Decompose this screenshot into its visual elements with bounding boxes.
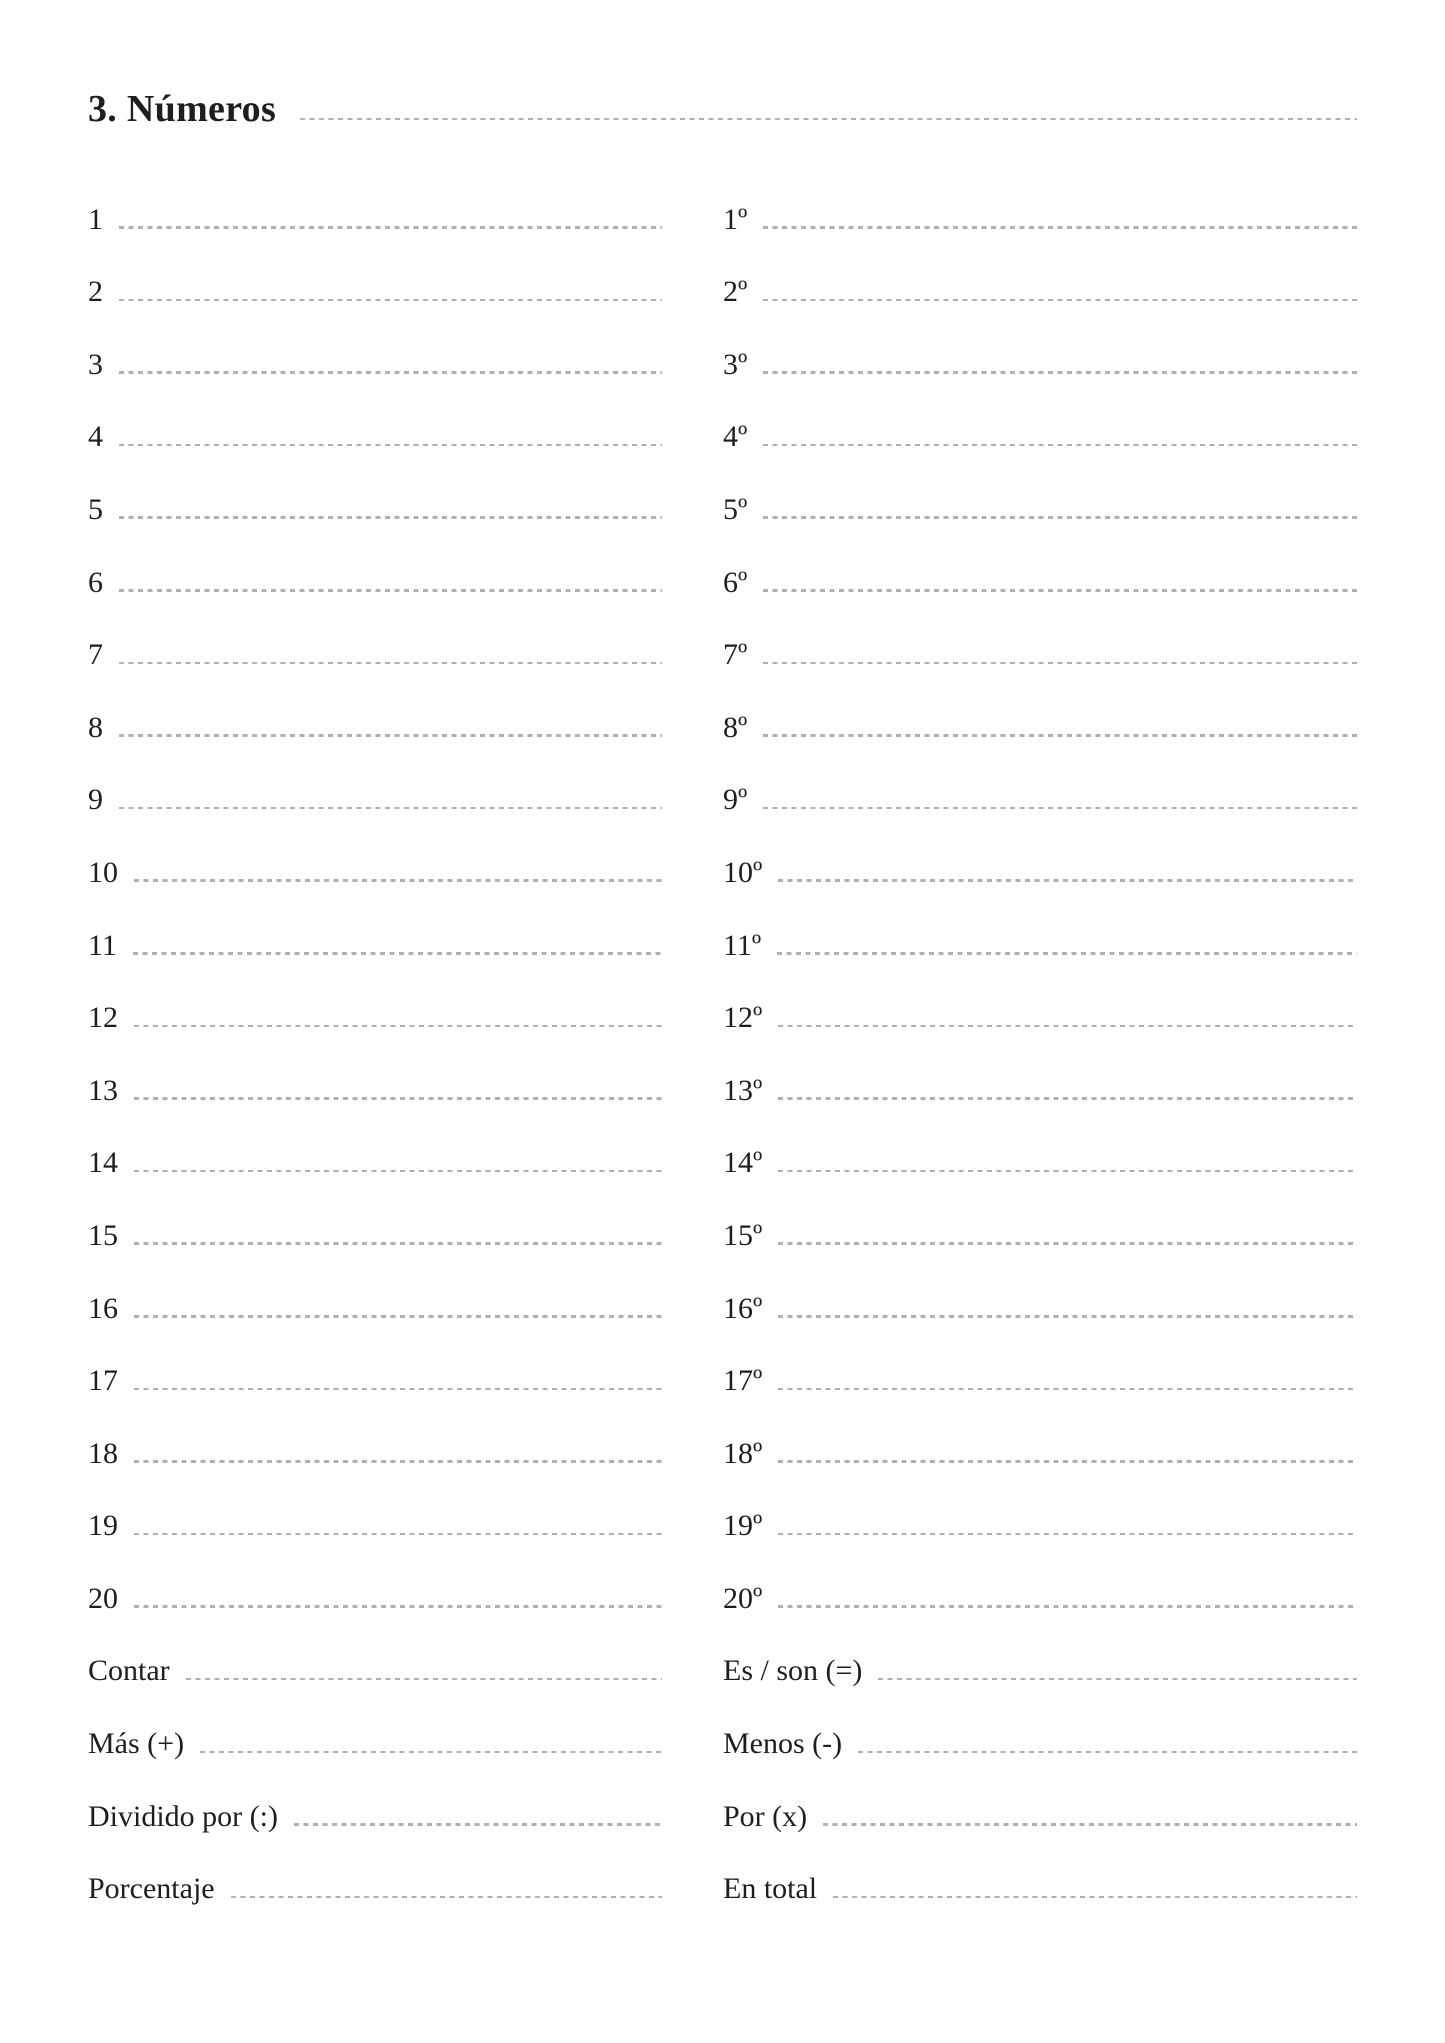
entry-label: 3: [88, 347, 103, 381]
entry-label: 14: [88, 1146, 118, 1180]
list-item: [88, 1617, 662, 1690]
entry-write-line: [119, 589, 662, 592]
list-item: [723, 1617, 1357, 1690]
entry-write-line: [134, 1242, 662, 1245]
list-item: [723, 238, 1357, 311]
entry-label: Es / son (=): [723, 1654, 863, 1688]
entry-write-line: [294, 1823, 662, 1826]
entry-label: 1: [88, 202, 103, 236]
list-item: [723, 673, 1357, 746]
entry-write-line: [186, 1678, 662, 1681]
entry-write-line: [763, 299, 1357, 302]
list-item: [88, 1689, 662, 1762]
entry-write-line: [200, 1751, 662, 1754]
list-item: [723, 1036, 1357, 1109]
entry-label: 20º: [723, 1581, 763, 1615]
list-item: [723, 964, 1357, 1037]
entry-label: 6: [88, 565, 103, 599]
entry-label: 12: [88, 1001, 118, 1035]
entry-write-line: [763, 662, 1357, 665]
entry-write-line: [763, 734, 1357, 737]
entry-write-line: [119, 734, 662, 737]
entry-label: 15: [88, 1218, 118, 1252]
list-item: [88, 746, 662, 819]
entry-label: 10º: [723, 855, 763, 889]
entry-label: 17: [88, 1364, 118, 1398]
list-item: [723, 310, 1357, 383]
entry-label: 9º: [723, 783, 748, 817]
list-item: [88, 1544, 662, 1617]
list-item: [88, 891, 662, 964]
list-item: [88, 1835, 662, 1908]
list-item: [88, 1472, 662, 1545]
list-item: [88, 1109, 662, 1182]
entry-write-line: [778, 1533, 1357, 1536]
entry-label: 16: [88, 1291, 118, 1325]
list-item: [88, 1254, 662, 1327]
entry-label: 6º: [723, 565, 748, 599]
entry-write-line: [763, 444, 1357, 447]
entry-label: 4º: [723, 420, 748, 454]
list-item: [723, 891, 1357, 964]
entry-write-line: [778, 1170, 1357, 1173]
entry-write-line: [134, 1533, 662, 1536]
list-item: [723, 1399, 1357, 1472]
entry-write-line: [858, 1751, 1357, 1754]
list-item: [88, 601, 662, 674]
entries-area: [0, 165, 1445, 1907]
list-item: [723, 1254, 1357, 1327]
entry-write-line: [778, 1025, 1357, 1028]
entry-write-line: [134, 1025, 662, 1028]
entry-label: 16º: [723, 1291, 763, 1325]
entry-label: 13º: [723, 1073, 763, 1107]
list-item: [723, 1472, 1357, 1545]
entry-write-line: [119, 371, 662, 374]
list-item: [88, 1181, 662, 1254]
entry-write-line: [778, 879, 1357, 882]
page-title: 3. Números: [88, 88, 277, 130]
entry-write-line: [778, 1605, 1357, 1608]
entry-label: Contar: [88, 1654, 170, 1688]
entry-write-line: [134, 1315, 662, 1318]
ordinals-column: [723, 165, 1357, 1907]
list-item: [88, 964, 662, 1037]
list-item: [723, 601, 1357, 674]
entry-write-line: [134, 1605, 662, 1608]
entry-write-line: [134, 1388, 662, 1391]
list-item: [723, 1109, 1357, 1182]
entry-label: 13: [88, 1073, 118, 1107]
entry-label: 14º: [723, 1146, 763, 1180]
entry-label: 18º: [723, 1436, 763, 1470]
entry-write-line: [763, 371, 1357, 374]
entry-write-line: [833, 1896, 1357, 1899]
entry-write-line: [778, 1460, 1357, 1463]
entry-label: 12º: [723, 1001, 763, 1035]
entry-label: 11: [88, 928, 117, 962]
entry-label: 4: [88, 420, 103, 454]
list-item: [723, 383, 1357, 456]
entry-write-line: [134, 1170, 662, 1173]
entry-label: 19: [88, 1509, 118, 1543]
entry-write-line: [823, 1823, 1357, 1826]
list-item: [88, 1036, 662, 1109]
entry-write-line: [763, 807, 1357, 810]
entry-label: 17º: [723, 1364, 763, 1398]
entry-write-line: [119, 807, 662, 810]
entry-write-line: [119, 226, 662, 229]
entry-label: 2: [88, 275, 103, 309]
list-item: [88, 383, 662, 456]
entry-write-line: [777, 952, 1357, 955]
list-item: [88, 165, 662, 238]
entry-write-line: [763, 226, 1357, 229]
entry-write-line: [763, 516, 1357, 519]
entry-label: 19º: [723, 1509, 763, 1543]
list-item: [723, 1544, 1357, 1617]
list-item: [88, 528, 662, 601]
list-item: [88, 818, 662, 891]
list-item: [723, 1835, 1357, 1908]
list-item: [88, 1762, 662, 1835]
list-item: [723, 818, 1357, 891]
list-item: [88, 1399, 662, 1472]
list-item: [723, 528, 1357, 601]
entry-label: 3º: [723, 347, 748, 381]
entry-label: 5: [88, 492, 103, 526]
entry-label: 7º: [723, 638, 748, 672]
list-item: [723, 165, 1357, 238]
entry-write-line: [134, 879, 662, 882]
entry-label: Dividido por (:): [88, 1799, 278, 1833]
entry-label: 18: [88, 1436, 118, 1470]
entry-label: Por (x): [723, 1799, 808, 1833]
entry-label: Más (+): [88, 1727, 185, 1761]
list-item: [723, 455, 1357, 528]
entry-write-line: [134, 1460, 662, 1463]
entry-write-line: [778, 1242, 1357, 1245]
entry-label: 8º: [723, 710, 748, 744]
entry-label: Porcentaje: [88, 1872, 215, 1906]
entry-write-line: [133, 952, 662, 955]
entry-label: 8: [88, 710, 103, 744]
entry-label: 10: [88, 855, 118, 889]
entry-label: 20: [88, 1581, 118, 1615]
list-item: [88, 673, 662, 746]
page-header: [0, 0, 1445, 130]
list-item: [723, 1689, 1357, 1762]
entry-label: 2º: [723, 275, 748, 309]
entry-label: 7: [88, 638, 103, 672]
entry-label: 9: [88, 783, 103, 817]
entry-label: 5º: [723, 492, 748, 526]
entry-write-line: [119, 662, 662, 665]
numbers-column: [88, 165, 662, 1907]
entry-label: 11º: [723, 928, 762, 962]
list-item: [88, 310, 662, 383]
entry-label: 1º: [723, 202, 748, 236]
entry-label: Menos (-): [723, 1727, 843, 1761]
list-item: [723, 1327, 1357, 1400]
entry-write-line: [119, 516, 662, 519]
list-item: [723, 1181, 1357, 1254]
list-item: [88, 238, 662, 311]
entry-write-line: [878, 1678, 1357, 1681]
list-item: [723, 746, 1357, 819]
entry-write-line: [778, 1388, 1357, 1391]
entry-write-line: [119, 299, 662, 302]
entry-write-line: [231, 1896, 662, 1899]
entry-label: En total: [723, 1872, 818, 1906]
entry-write-line: [778, 1315, 1357, 1318]
title-write-line: [300, 118, 1357, 121]
list-item: [723, 1762, 1357, 1835]
list-item: [88, 1327, 662, 1400]
entry-write-line: [763, 589, 1357, 592]
list-item: [88, 455, 662, 528]
entry-write-line: [778, 1097, 1357, 1100]
entry-write-line: [119, 444, 662, 447]
entry-label: 15º: [723, 1218, 763, 1252]
entry-write-line: [134, 1097, 662, 1100]
